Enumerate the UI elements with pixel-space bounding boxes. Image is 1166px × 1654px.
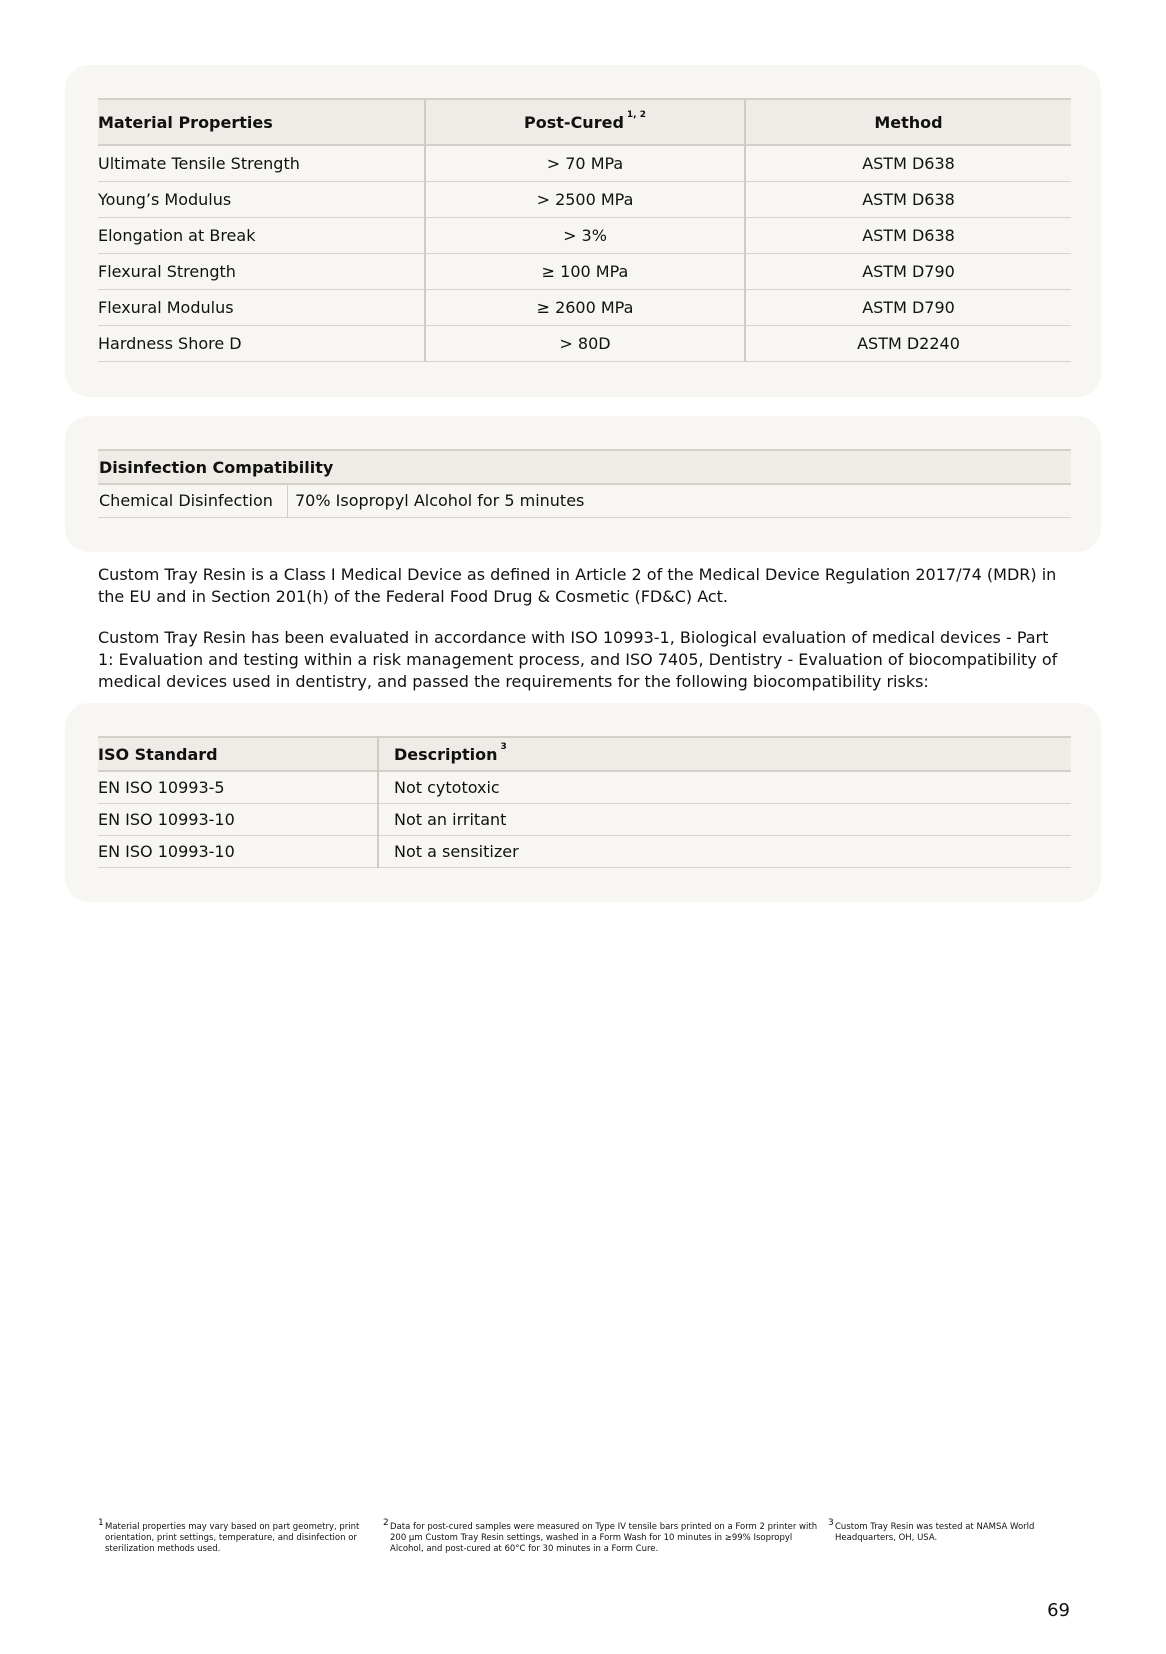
property-name: Ultimate Tensile Strength [98, 153, 300, 173]
property-method: ASTM D638 [745, 217, 1071, 253]
table-row [98, 181, 1071, 217]
footnote-ref: 3 [500, 741, 507, 752]
property-method: ASTM D2240 [745, 325, 1071, 361]
body-paragraph: Custom Tray Resin has been evaluated in accordance with ISO 10993-1, Biological evaluation of medical devices - Part 1: Evaluation and testing within a risk management process, and ISO 7405, Dentistry - Evaluation of biocompatibility of medical devices used in dentistry, and passed the requirements for the following biocompatibility risks: [98, 628, 1058, 691]
footnote-number: 3 [828, 1518, 834, 1528]
property-name: Flexural Modulus [98, 297, 234, 317]
property-value: > 80D [425, 325, 745, 361]
property-name: Hardness Shore D [98, 333, 242, 353]
table-row [98, 145, 1071, 181]
table-header-row [98, 450, 1071, 484]
table-row [98, 289, 1071, 325]
header-post-cured [425, 99, 745, 145]
header-post-cured-label: Post-Cured [524, 112, 624, 132]
footnote-text: Material properties may vary based on part geometry, print orientation, print settings, temperature, and disinfection or sterilization methods used. [105, 1522, 360, 1554]
body-paragraph: Custom Tray Resin is a Class I Medical Device as defined in Article 2 of the Medical Device Regulation 2017/74 (MDR) in the EU and in Section 201(h) of the Federal Food Drug & Cosmetic (FD&C) Act. [98, 565, 1057, 606]
iso-standards-table [98, 736, 1071, 868]
iso-standard: EN ISO 10993-5 [98, 777, 225, 797]
property-method: ASTM D638 [745, 145, 1071, 181]
table-row [98, 217, 1071, 253]
footnote-ref: 1, 2 [626, 109, 646, 120]
disinfection-card [65, 416, 1101, 552]
footnote-text: Custom Tray Resin was tested at NAMSA World Headquarters, OH, USA. [835, 1522, 1035, 1543]
table-row [98, 253, 1071, 289]
footnote [98, 1518, 360, 1555]
property-name: Young’s Modulus [98, 189, 232, 209]
property-value: ≥ 100 MPa [425, 253, 745, 289]
footnote-text: Data for post-cured samples were measured on Type IV tensile bars printed on a Form 2 printer with 200 µm Custom Tray Resin settings, washed in a Form Wash for 10 minutes in ≥99% Isopropyl Alcohol, and post-cured at 60°C for 30 minutes in a Form Cure. [390, 1522, 818, 1554]
property-method: ASTM D790 [745, 253, 1071, 289]
disinfection-value: 70% Isopropyl Alcohol for 5 minutes [288, 484, 1072, 517]
header-iso-standard: ISO Standard [98, 737, 378, 771]
header-description-label: Description [394, 744, 498, 764]
property-method: ASTM D638 [745, 181, 1071, 217]
property-value: ≥ 2600 MPa [425, 289, 745, 325]
material-properties-card [65, 65, 1101, 397]
property-value: > 70 MPa [425, 145, 745, 181]
header-description [378, 737, 1071, 771]
table-header-row [98, 737, 1071, 771]
footnote-number: 2 [383, 1518, 389, 1528]
iso-standards-card [65, 703, 1101, 902]
property-value: > 3% [425, 217, 745, 253]
footnote [828, 1518, 1060, 1544]
footnote-number: 1 [98, 1518, 104, 1528]
disinfection-table [98, 449, 1071, 518]
header-method: Method [745, 99, 1071, 145]
table-row [98, 771, 1071, 803]
table-row [98, 803, 1071, 835]
property-value: > 2500 MPa [425, 181, 745, 217]
table-header-row [98, 99, 1071, 145]
iso-standard: EN ISO 10993-10 [98, 841, 235, 861]
header-material-properties: Material Properties [98, 99, 425, 145]
table-row [98, 835, 1071, 867]
iso-description: Not an irritant [378, 803, 1071, 835]
iso-description: Not cytotoxic [378, 771, 1071, 803]
header-disinfection-compatibility: Disinfection Compatibility [98, 450, 1071, 484]
table-row [98, 325, 1071, 361]
footnote [383, 1518, 818, 1555]
disinfection-label: Chemical Disinfection [99, 491, 273, 511]
property-method: ASTM D790 [745, 289, 1071, 325]
iso-description: Not a sensitizer [378, 835, 1071, 867]
table-row [98, 484, 1071, 517]
material-properties-table [98, 98, 1071, 362]
property-name: Elongation at Break [98, 225, 256, 245]
page-number: 69 [1047, 1600, 1070, 1621]
iso-standard: EN ISO 10993-10 [98, 809, 235, 829]
property-name: Flexural Strength [98, 261, 236, 281]
